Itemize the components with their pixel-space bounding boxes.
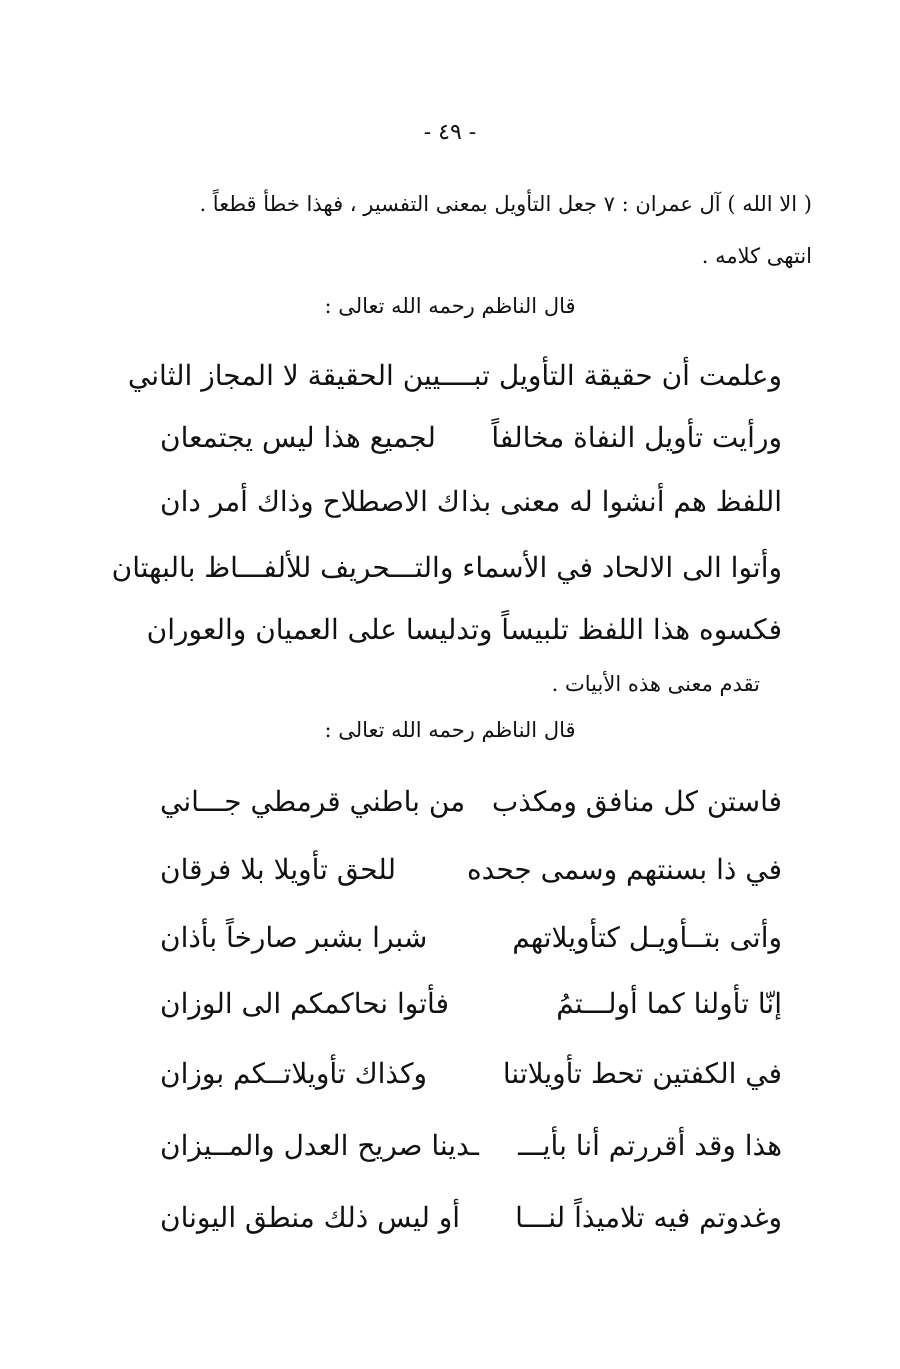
first-hemistich: في الكفتين تحط تأويلاتنا	[502, 1056, 782, 1090]
second-hemistich: ليسا على العميان والعوران	[146, 612, 457, 646]
verse-line	[160, 846, 782, 892]
verse-line	[160, 914, 782, 960]
first-hemistich: هذا وقد أقررتم أنا بأيـــ	[518, 1128, 782, 1162]
first-hemistich: وغدوتم فيه تلاميذاً لنـــا	[515, 1200, 782, 1234]
first-hemistich: وأتى بتــأويـل كتأويلاتهم	[512, 920, 782, 954]
verse-text: وعلمت أن حقيقة التأويل تبــــيين الحقيقة لا المجاز الثاني	[127, 358, 782, 392]
verse-line	[127, 352, 782, 398]
first-hemistich: فاستن كل منافق ومكذب	[491, 784, 782, 818]
second-hemistich: فأتوا نحاكمكم الى الوزان	[160, 986, 449, 1020]
first-hemistich: فكسوه هذا اللفظ تلبيساً وتد	[456, 612, 782, 646]
verse-line	[160, 1194, 782, 1240]
verse-line	[160, 980, 782, 1026]
explanatory-note: تقدم معنى هذه الأبيات .	[551, 672, 760, 696]
page-number: - ٤٩ -	[423, 120, 477, 145]
section-heading: قال الناظم رحمه الله تعالى :	[324, 718, 576, 742]
second-hemistich: ـدينا صريح العدل والمــيزان	[160, 1128, 479, 1162]
commentary-line: ( الا الله ) آل عمران : ٧ جعل التأويل بمعنى التفسير ، فهذا خطأ قطعاً .	[199, 192, 812, 216]
second-hemistich: شبرا بشبر صارخاً بأذان	[160, 920, 428, 954]
verse-line	[160, 478, 782, 524]
second-hemistich: أو ليس ذلك منطق اليونان	[160, 1200, 461, 1234]
first-hemistich: إنّا تأولنا كما أولـــتمُ	[556, 986, 782, 1020]
commentary-line: انتهى كلامه .	[701, 244, 812, 268]
first-hemistich: ورأيت تأويل النفاة مخالفاً	[491, 420, 782, 454]
verse-text: وأتوا الى الالحاد في الأسماء والتـــحريف للألفـــاظ بالبهتان	[111, 550, 782, 584]
verse-line	[160, 778, 782, 824]
second-hemistich: لجميع هذا ليس يجتمعان	[160, 420, 436, 454]
verse-line	[160, 1050, 782, 1096]
second-hemistich: ك الاصطلاح وذاك أمر دان	[160, 484, 460, 518]
verse-line	[111, 544, 782, 590]
second-hemistich: وكذاك تأويلاتــكم بوزان	[160, 1056, 427, 1090]
verse-line	[160, 1122, 782, 1168]
verse-line	[160, 414, 782, 460]
first-hemistich: اللفظ هم أنشوا له معنى بذا	[460, 484, 782, 518]
second-hemistich: من باطني قرمطي جـــاني	[160, 784, 466, 818]
section-heading: قال الناظم رحمه الله تعالى :	[324, 294, 576, 318]
verse-line	[146, 606, 782, 652]
first-hemistich: في ذا بسنتهم وسمى جحده	[466, 852, 782, 886]
second-hemistich: للحق تأويلا بلا فرقان	[160, 852, 397, 886]
